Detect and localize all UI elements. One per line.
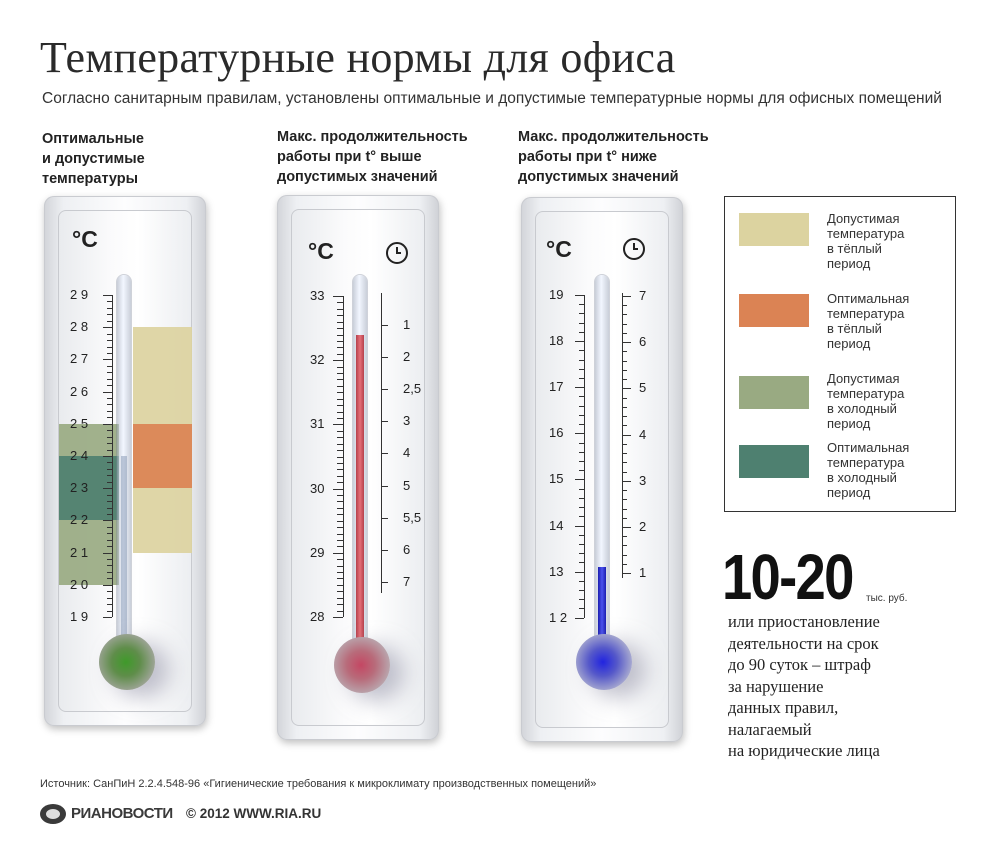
- hours-minor-tick: [622, 324, 627, 325]
- scale-tick: [333, 360, 343, 361]
- temperature-label: 1 2: [549, 609, 568, 625]
- hours-tick: [381, 582, 388, 583]
- legend-swatch: [739, 294, 809, 327]
- hours-tick: [622, 342, 631, 343]
- scale-label: 2 0: [70, 576, 89, 592]
- temperature-label: 16: [549, 425, 564, 441]
- legend-swatch: [739, 376, 809, 409]
- scale-label: 2 5: [70, 415, 89, 431]
- hours-tick: [622, 481, 631, 482]
- scale-tick: [333, 296, 343, 297]
- celsius-label: °C: [308, 238, 334, 264]
- scale-tick: [575, 341, 584, 342]
- temperature-label: 30: [310, 480, 325, 496]
- temperature-label: 31: [310, 416, 325, 432]
- hours-tick: [381, 325, 388, 326]
- thermometer-bulb: [99, 634, 155, 690]
- clock-icon: [623, 238, 645, 260]
- temperature-label: 14: [549, 517, 564, 533]
- hours-label: 6: [639, 334, 647, 350]
- hours-tick: [622, 527, 631, 528]
- hours-label: 5,5: [403, 509, 422, 525]
- column-heading-2: Макс. продолжительность работы при t° выше допустимых значений: [277, 129, 468, 185]
- copyright: © 2012 WWW.RIA.RU: [186, 806, 322, 821]
- hours-minor-tick: [622, 444, 627, 445]
- hours-minor-tick: [622, 398, 627, 399]
- temperature-band: [133, 424, 192, 488]
- scale-tick: [575, 618, 584, 619]
- hours-tick: [381, 357, 388, 358]
- hours-minor-tick: [622, 351, 627, 352]
- hours-minor-tick: [622, 462, 627, 463]
- temperature-label: 13: [549, 563, 564, 579]
- scale-tick: [575, 526, 584, 527]
- scale-label: 2 3: [70, 480, 89, 496]
- scale-axis: [584, 295, 585, 618]
- hours-minor-tick: [622, 518, 627, 519]
- scale-label: 2 6: [70, 383, 89, 399]
- hours-minor-tick: [622, 555, 627, 556]
- scale-tick: [103, 488, 112, 489]
- hours-minor-tick: [622, 564, 627, 565]
- column-heading-1: Оптимальные и допустимые температуры: [42, 131, 145, 187]
- scale-tick: [103, 392, 112, 393]
- scale-tick: [103, 617, 112, 618]
- thermometer-liquid: [121, 456, 127, 640]
- hours-label: 5: [639, 380, 647, 396]
- scale-label: 2 4: [70, 448, 89, 463]
- hours-label: 6: [403, 541, 411, 557]
- hours-label: 2,5: [403, 381, 422, 397]
- temperature-label: 15: [549, 471, 564, 487]
- hours-tick: [381, 421, 388, 422]
- hours-minor-tick: [622, 536, 627, 537]
- temperature-label: 29: [310, 544, 325, 560]
- hours-minor-tick: [622, 379, 627, 380]
- scale-tick: [103, 520, 112, 521]
- ria-logo-icon: [40, 804, 66, 824]
- hours-label: 2: [403, 349, 411, 365]
- scale-tick: [575, 479, 584, 480]
- page-subtitle: Согласно санитарным правилам, установлены оптимальные и допустимые температурные нормы для офисных помещений: [42, 90, 942, 107]
- scale-tick: [103, 295, 112, 296]
- thermometer-bulb: [576, 634, 632, 690]
- hours-tick: [622, 573, 631, 574]
- hours-minor-tick: [622, 370, 627, 371]
- legend-swatch: [739, 213, 809, 246]
- scale-tick: [103, 553, 112, 554]
- hours-minor-tick: [622, 305, 627, 306]
- clock-icon: [386, 242, 408, 264]
- temperature-label: 17: [549, 379, 564, 395]
- hours-label: 3: [639, 472, 647, 488]
- temperature-label: 18: [549, 333, 564, 349]
- scale-label: 2 1: [70, 544, 89, 560]
- hours-minor-tick: [622, 472, 627, 473]
- celsius-label: °C: [72, 226, 98, 252]
- scale-label: 2 8: [70, 319, 89, 335]
- hours-minor-tick: [622, 407, 627, 408]
- thermometer-liquid: [356, 335, 364, 645]
- scale-tick: [333, 553, 343, 554]
- source-note: Источник: СанПиН 2.2.4.548-96 «Гигиенические требования к микроклимату производственных помещений»: [40, 778, 597, 790]
- legend: Допустимая температура в тёплый период Оптимальная температура в тёплый период Допустимая температура в холодный период Оптимальная температура в холодный период: [724, 196, 956, 512]
- hours-minor-tick: [622, 425, 627, 426]
- scale-label: 1 9: [70, 609, 89, 624]
- hours-minor-tick: [622, 361, 627, 362]
- hours-minor-tick: [622, 453, 627, 454]
- hours-tick: [381, 486, 388, 487]
- fine-amount: 10-20: [722, 541, 853, 613]
- hours-label: 1: [639, 565, 647, 581]
- scale-tick: [103, 327, 112, 328]
- hours-axis: [381, 293, 382, 593]
- scale-tick: [333, 617, 343, 618]
- scale-tick: [103, 359, 112, 360]
- hours-label: 2: [639, 519, 647, 534]
- hours-minor-tick: [622, 545, 627, 546]
- hours-tick: [381, 518, 388, 519]
- ria-logo-text: РИАНОВОСТИ: [71, 805, 173, 822]
- fine-description: или приостановление деятельности на срок до 90 суток – штраф за нарушение данных правил, налагаемый на юридические лица: [728, 612, 880, 760]
- legend-swatch: [739, 445, 809, 478]
- temperature-label: 32: [310, 352, 325, 368]
- scale-tick: [333, 424, 343, 425]
- hours-tick: [622, 388, 631, 389]
- hours-label: 5: [403, 477, 411, 493]
- hours-minor-tick: [622, 509, 627, 510]
- scale-tick: [103, 424, 112, 425]
- scale-axis: [112, 295, 113, 617]
- scale-tick: [103, 456, 112, 457]
- hours-tick: [381, 453, 388, 454]
- hours-tick: [381, 389, 388, 390]
- hours-minor-tick: [622, 314, 627, 315]
- hours-label: 7: [403, 573, 411, 589]
- scale-label: 2 9: [70, 287, 89, 302]
- hours-tick: [622, 435, 631, 436]
- scale-axis: [343, 296, 344, 617]
- scale-tick: [575, 433, 584, 434]
- temperature-label: 28: [310, 609, 325, 624]
- scale-tick: [103, 585, 112, 586]
- hours-tick: [381, 550, 388, 551]
- scale-tick: [575, 295, 584, 296]
- hours-label: 1: [403, 317, 411, 332]
- column-heading-3: Макс. продолжительность работы при t° ниже допустимых значений: [518, 129, 709, 185]
- hours-label: 4: [403, 445, 411, 461]
- temperature-label: 19: [549, 287, 564, 302]
- scale-label: 2 7: [70, 351, 89, 367]
- hours-label: 4: [639, 426, 647, 442]
- hours-minor-tick: [622, 416, 627, 417]
- scale-label: 2 2: [70, 512, 89, 528]
- hours-minor-tick: [622, 499, 627, 500]
- fine-unit: тыс. руб.: [866, 593, 908, 604]
- hours-tick: [622, 296, 631, 297]
- scale-tick: [575, 572, 584, 573]
- hours-label: 7: [639, 288, 647, 303]
- thermometer-bulb: [334, 637, 390, 693]
- hours-label: 3: [403, 413, 411, 429]
- celsius-label: °C: [546, 236, 572, 262]
- scale-tick: [575, 387, 584, 388]
- scale-tick: [333, 489, 343, 490]
- hours-minor-tick: [622, 333, 627, 334]
- page-title: Температурные нормы для офиса: [40, 33, 676, 82]
- temperature-label: 33: [310, 288, 325, 303]
- hours-minor-tick: [622, 490, 627, 491]
